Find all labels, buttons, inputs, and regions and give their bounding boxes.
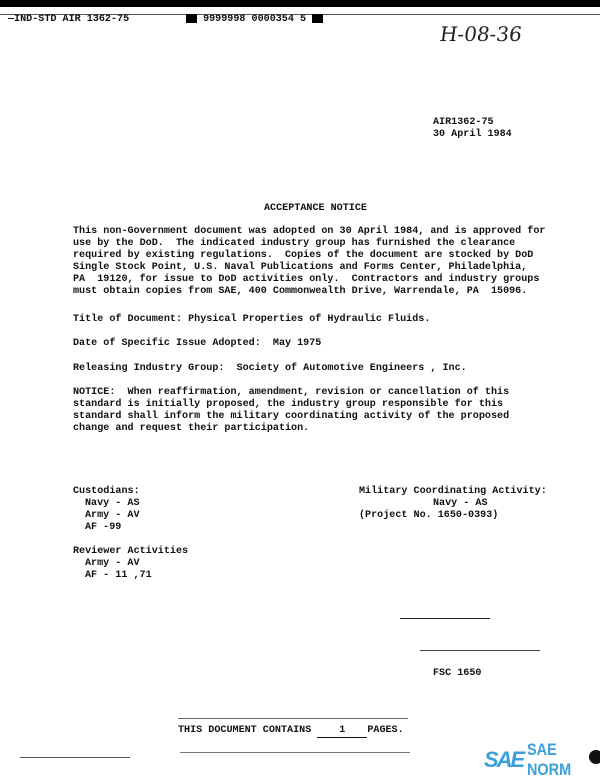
sae-logo-icon: SAE bbox=[484, 747, 524, 772]
custodian-item: Army - AV bbox=[85, 510, 140, 521]
barcode-number: 9999998 0000354 5 bbox=[186, 14, 323, 26]
coordinating-activity: Navy - AS bbox=[433, 498, 488, 509]
paragraph-line: This non-Government document was adopted on 30 April 1984, and is approved for bbox=[73, 226, 546, 237]
sae-norm-watermark bbox=[484, 740, 600, 780]
doc-id-header: —IND-STD AIR 1362-75 bbox=[8, 14, 130, 25]
coordinating-label: Military Coordinating Activity: bbox=[359, 486, 547, 497]
notice-title: ACCEPTANCE NOTICE bbox=[264, 203, 367, 214]
scan-line bbox=[20, 757, 130, 758]
scan-line bbox=[420, 650, 540, 651]
scan-top-border bbox=[0, 0, 600, 7]
custodian-item: AF -99 bbox=[85, 522, 122, 533]
custodians-label: Custodians: bbox=[73, 486, 140, 497]
project-number: (Project No. 1650-0393) bbox=[359, 510, 499, 521]
paragraph-line: PA 19120, for issue to DoD activities only. Contractors and industry groups bbox=[73, 274, 540, 285]
pages-count: 1 bbox=[317, 725, 367, 738]
doc-number: AIR1362-75 bbox=[433, 117, 494, 128]
reviewer-item: AF - 11 ,71 bbox=[85, 570, 152, 581]
scan-line bbox=[400, 618, 490, 619]
reviewer-item: Army - AV bbox=[85, 558, 140, 569]
notice-line: standard shall inform the military coordinating activity of the proposed bbox=[73, 411, 510, 422]
title-of-document: Title of Document: Physical Properties of Hydraulic Fluids. bbox=[73, 314, 431, 325]
reviewers-label: Reviewer Activities bbox=[73, 546, 189, 557]
contains-label: THIS DOCUMENT CONTAINS bbox=[178, 725, 312, 736]
handwritten-note: H-08-36 bbox=[438, 22, 524, 46]
notice-line: change and request their participation. bbox=[73, 423, 310, 434]
date-adopted: Date of Specific Issue Adopted: May 1975 bbox=[73, 338, 322, 349]
notice-line: standard is initially proposed, the industry group responsible for this bbox=[73, 399, 504, 410]
notice-line: NOTICE: When reaffirmation, amendment, revision or cancellation of this bbox=[73, 387, 510, 398]
page-count-statement bbox=[178, 725, 404, 738]
scan-line bbox=[178, 718, 408, 719]
scan-line bbox=[180, 752, 410, 753]
corner-badge-icon bbox=[589, 750, 600, 764]
paragraph-line: use by the DoD. The indicated industry group has furnished the clearance bbox=[73, 238, 516, 249]
fsc-code: FSC 1650 bbox=[433, 668, 482, 679]
doc-date: 30 April 1984 bbox=[433, 129, 512, 140]
paragraph-line: Single Stock Point, U.S. Naval Publications and Forms Center, Philadelphia, bbox=[73, 262, 528, 273]
releasing-group: Releasing Industry Group: Society of Automotive Engineers , Inc. bbox=[73, 363, 467, 374]
pages-label: PAGES. bbox=[367, 725, 404, 736]
paragraph-line: must obtain copies from SAE, 400 Commonwealth Drive, Warrendale, PA 15096. bbox=[73, 286, 528, 297]
watermark-name: SAE NORM bbox=[527, 740, 572, 779]
paragraph-line: required by existing regulations. Copies of the document are stocked by DoD bbox=[73, 250, 534, 261]
custodian-item: Navy - AS bbox=[85, 498, 140, 509]
